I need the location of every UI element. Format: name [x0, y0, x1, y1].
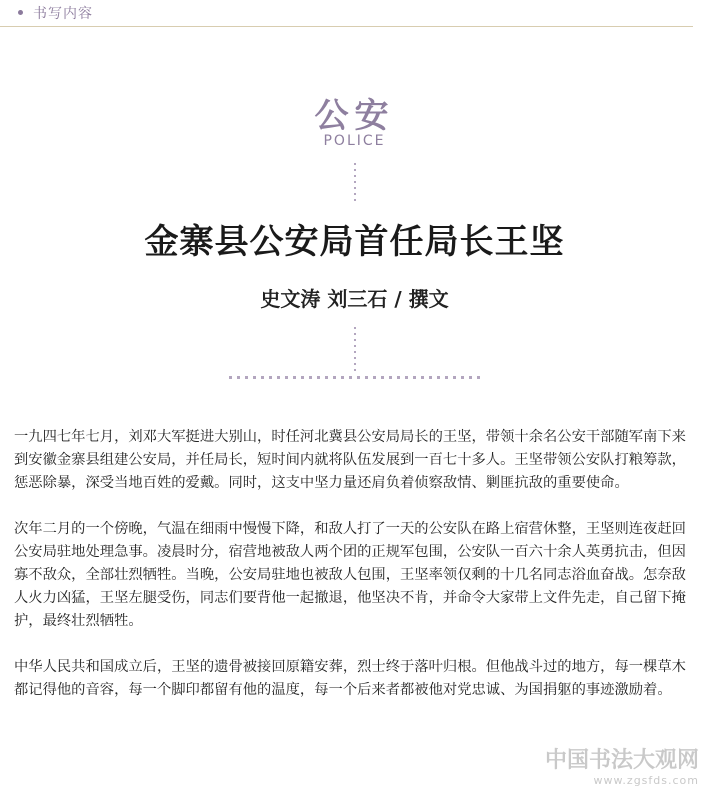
paragraph: 一九四七年七月，刘邓大军挺进大别山，时任河北冀县公安局局长的王坚，带领十余名公安干部随军南下来到安徽金寨县组建公安局，并任局长，短时间内就将队伍发展到一百七十多人。王坚带领公安队打粮筹款，惩恶除暴，深受当地百姓的爱戴。同时，这支中坚力量还肩负着侦察敌情、剿匪抗敌的重要使命。 [14, 429, 686, 491]
dotted-divider-top [354, 163, 356, 203]
dotted-divider-horizontal [229, 376, 483, 379]
category-subtitle: POLICE [323, 133, 386, 149]
bullet-icon [18, 10, 23, 15]
section-header [0, 0, 693, 27]
section-label: 书写内容 [33, 6, 93, 22]
paragraph: 中华人民共和国成立后，王坚的遗骨被接回原籍安葬，烈士终于落叶归根。但他战斗过的地方，每一棵草木都记得他的音容，每一个脚印都留有他的温度，每一个后来者都被他对党忠诚、为国捐躯的事迹激励着。 [14, 659, 686, 698]
paragraph: 次年二月的一个傍晚，气温在细雨中慢慢下降，和敌人打了一天的公安队在路上宿营休整，王坚则连夜赶回公安局驻地处理急事。凌晨时分，宿营地被敌人两个团的正规军包围，公安队一百六十余人英勇抗击，但因寡不敌众，全部壮烈牺牲。当晚，公安局驻地也被敌人包围，王坚率领仅剩的十几名同志浴血奋战。怎奈敌人火力凶猛，王坚左腿受伤，同志们要背他一起撤退，他坚决不肯，并命令大家带上文件先走，自己留下掩护，最终壮烈牺牲。 [14, 521, 686, 629]
article-title: 金寨县公安局首任局长王坚 [144, 222, 565, 262]
site-watermark [544, 748, 699, 791]
article-body [14, 426, 694, 725]
watermark-name: 中国书法大观网 [544, 748, 699, 773]
article-authors: 史文涛 刘三石 / 撰文 [260, 287, 449, 311]
category-title: 公安 [314, 96, 395, 136]
watermark-url: www.zgsfds.com [593, 774, 699, 787]
dotted-divider-bottom [354, 327, 356, 371]
